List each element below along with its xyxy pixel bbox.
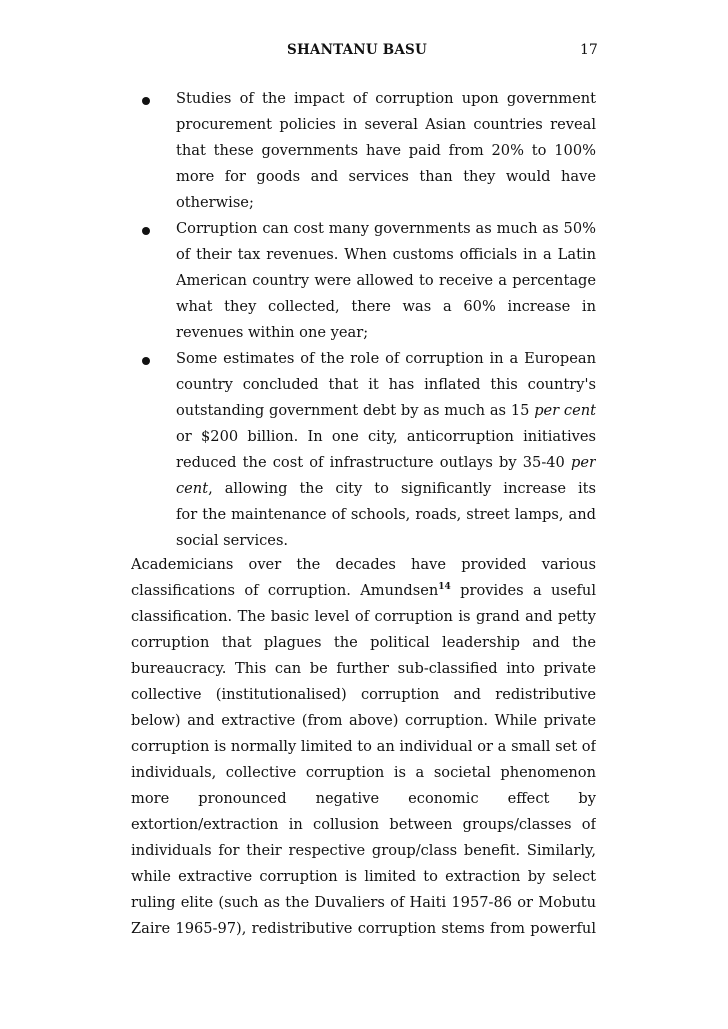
text-line: that these governments have paid from 20% to 100%: [176, 142, 596, 159]
text-line: Academicians over the decades have provided various: [131, 556, 596, 573]
text-line: otherwise;: [176, 194, 254, 211]
bullet-item-procurement: [176, 86, 596, 216]
text-line: ruling elite (such as the Duvaliers of Haiti 1957-86 or Mobutu: [131, 894, 596, 911]
text-line: while extractive corruption is limited to extraction by select: [131, 868, 596, 885]
text-line: procurement policies in several Asian countries reveal: [176, 116, 596, 133]
text-line: revenues within one year;: [176, 324, 369, 341]
italic-term: per cent: [534, 402, 596, 419]
italic-term: cent: [176, 480, 209, 497]
text-line: of their tax revenues. When customs officials in a Latin: [176, 246, 596, 263]
text-line: Zaire 1965-97), redistributive corruption stems from powerful: [131, 920, 596, 937]
text-line: individuals, collective corruption is a societal phenomenon: [131, 764, 596, 781]
text-line: social services.: [176, 532, 289, 549]
text-line: classification. The basic level of corruption is grand and petty: [131, 608, 596, 625]
text-line: classifications of corruption. Amundsen$^{14}$ provides a useful: [131, 582, 596, 599]
bullet-item-european-debt: [176, 346, 596, 554]
bullet-icon: [142, 227, 150, 235]
text-line: below) and extractive (from above) corruption. While private: [131, 712, 596, 729]
text-line: individuals for their respective group/class benefit. Similarly,: [131, 842, 596, 859]
header-author: SHANTANU BASU: [287, 42, 427, 58]
footnote-reference[interactable]: 14: [438, 582, 451, 592]
text-line: reduced the cost of infrastructure outlays by 35-40 per: [176, 454, 596, 471]
body-paragraph: [131, 552, 596, 942]
bullet-icon: [142, 357, 150, 365]
text-line: Corruption can cost many governments as much as 50%: [176, 220, 596, 237]
text-line: extortion/extraction in collusion between groups/classes of: [131, 816, 596, 833]
text-line: more pronounced negative economic effect by: [131, 790, 596, 807]
text-line: what they collected, there was a 60% increase in: [176, 298, 596, 315]
text-line: or $200 billion. In one city, anticorruption initiatives: [176, 428, 596, 445]
page-number: 17: [580, 42, 598, 58]
text-line: Studies of the impact of corruption upon government: [176, 90, 596, 107]
text-line: Some estimates of the role of corruption in a European: [176, 350, 596, 367]
bullet-icon: [142, 97, 150, 105]
running-header: [0, 42, 728, 62]
text-line: American country were allowed to receive a percentage: [176, 272, 596, 289]
text-line: more for goods and services than they would have: [176, 168, 596, 185]
text-line: outstanding government debt by as much as 15 per cent: [176, 402, 596, 419]
text-line: for the maintenance of schools, roads, street lamps, and: [176, 506, 596, 523]
text-line: corruption that plagues the political leadership and the: [131, 634, 596, 651]
text-line: corruption is normally limited to an individual or a small set of: [131, 738, 596, 755]
italic-term: per: [571, 454, 596, 471]
text-line: collective (institutionalised) corruption and redistributive: [131, 686, 596, 703]
bullet-item-tax-revenues: [176, 216, 596, 346]
text-line: country concluded that it has inflated this country's: [176, 376, 596, 393]
text-line: cent, allowing the city to significantly increase its: [176, 480, 596, 497]
text-line: bureaucracy. This can be further sub-classified into private: [131, 660, 596, 677]
